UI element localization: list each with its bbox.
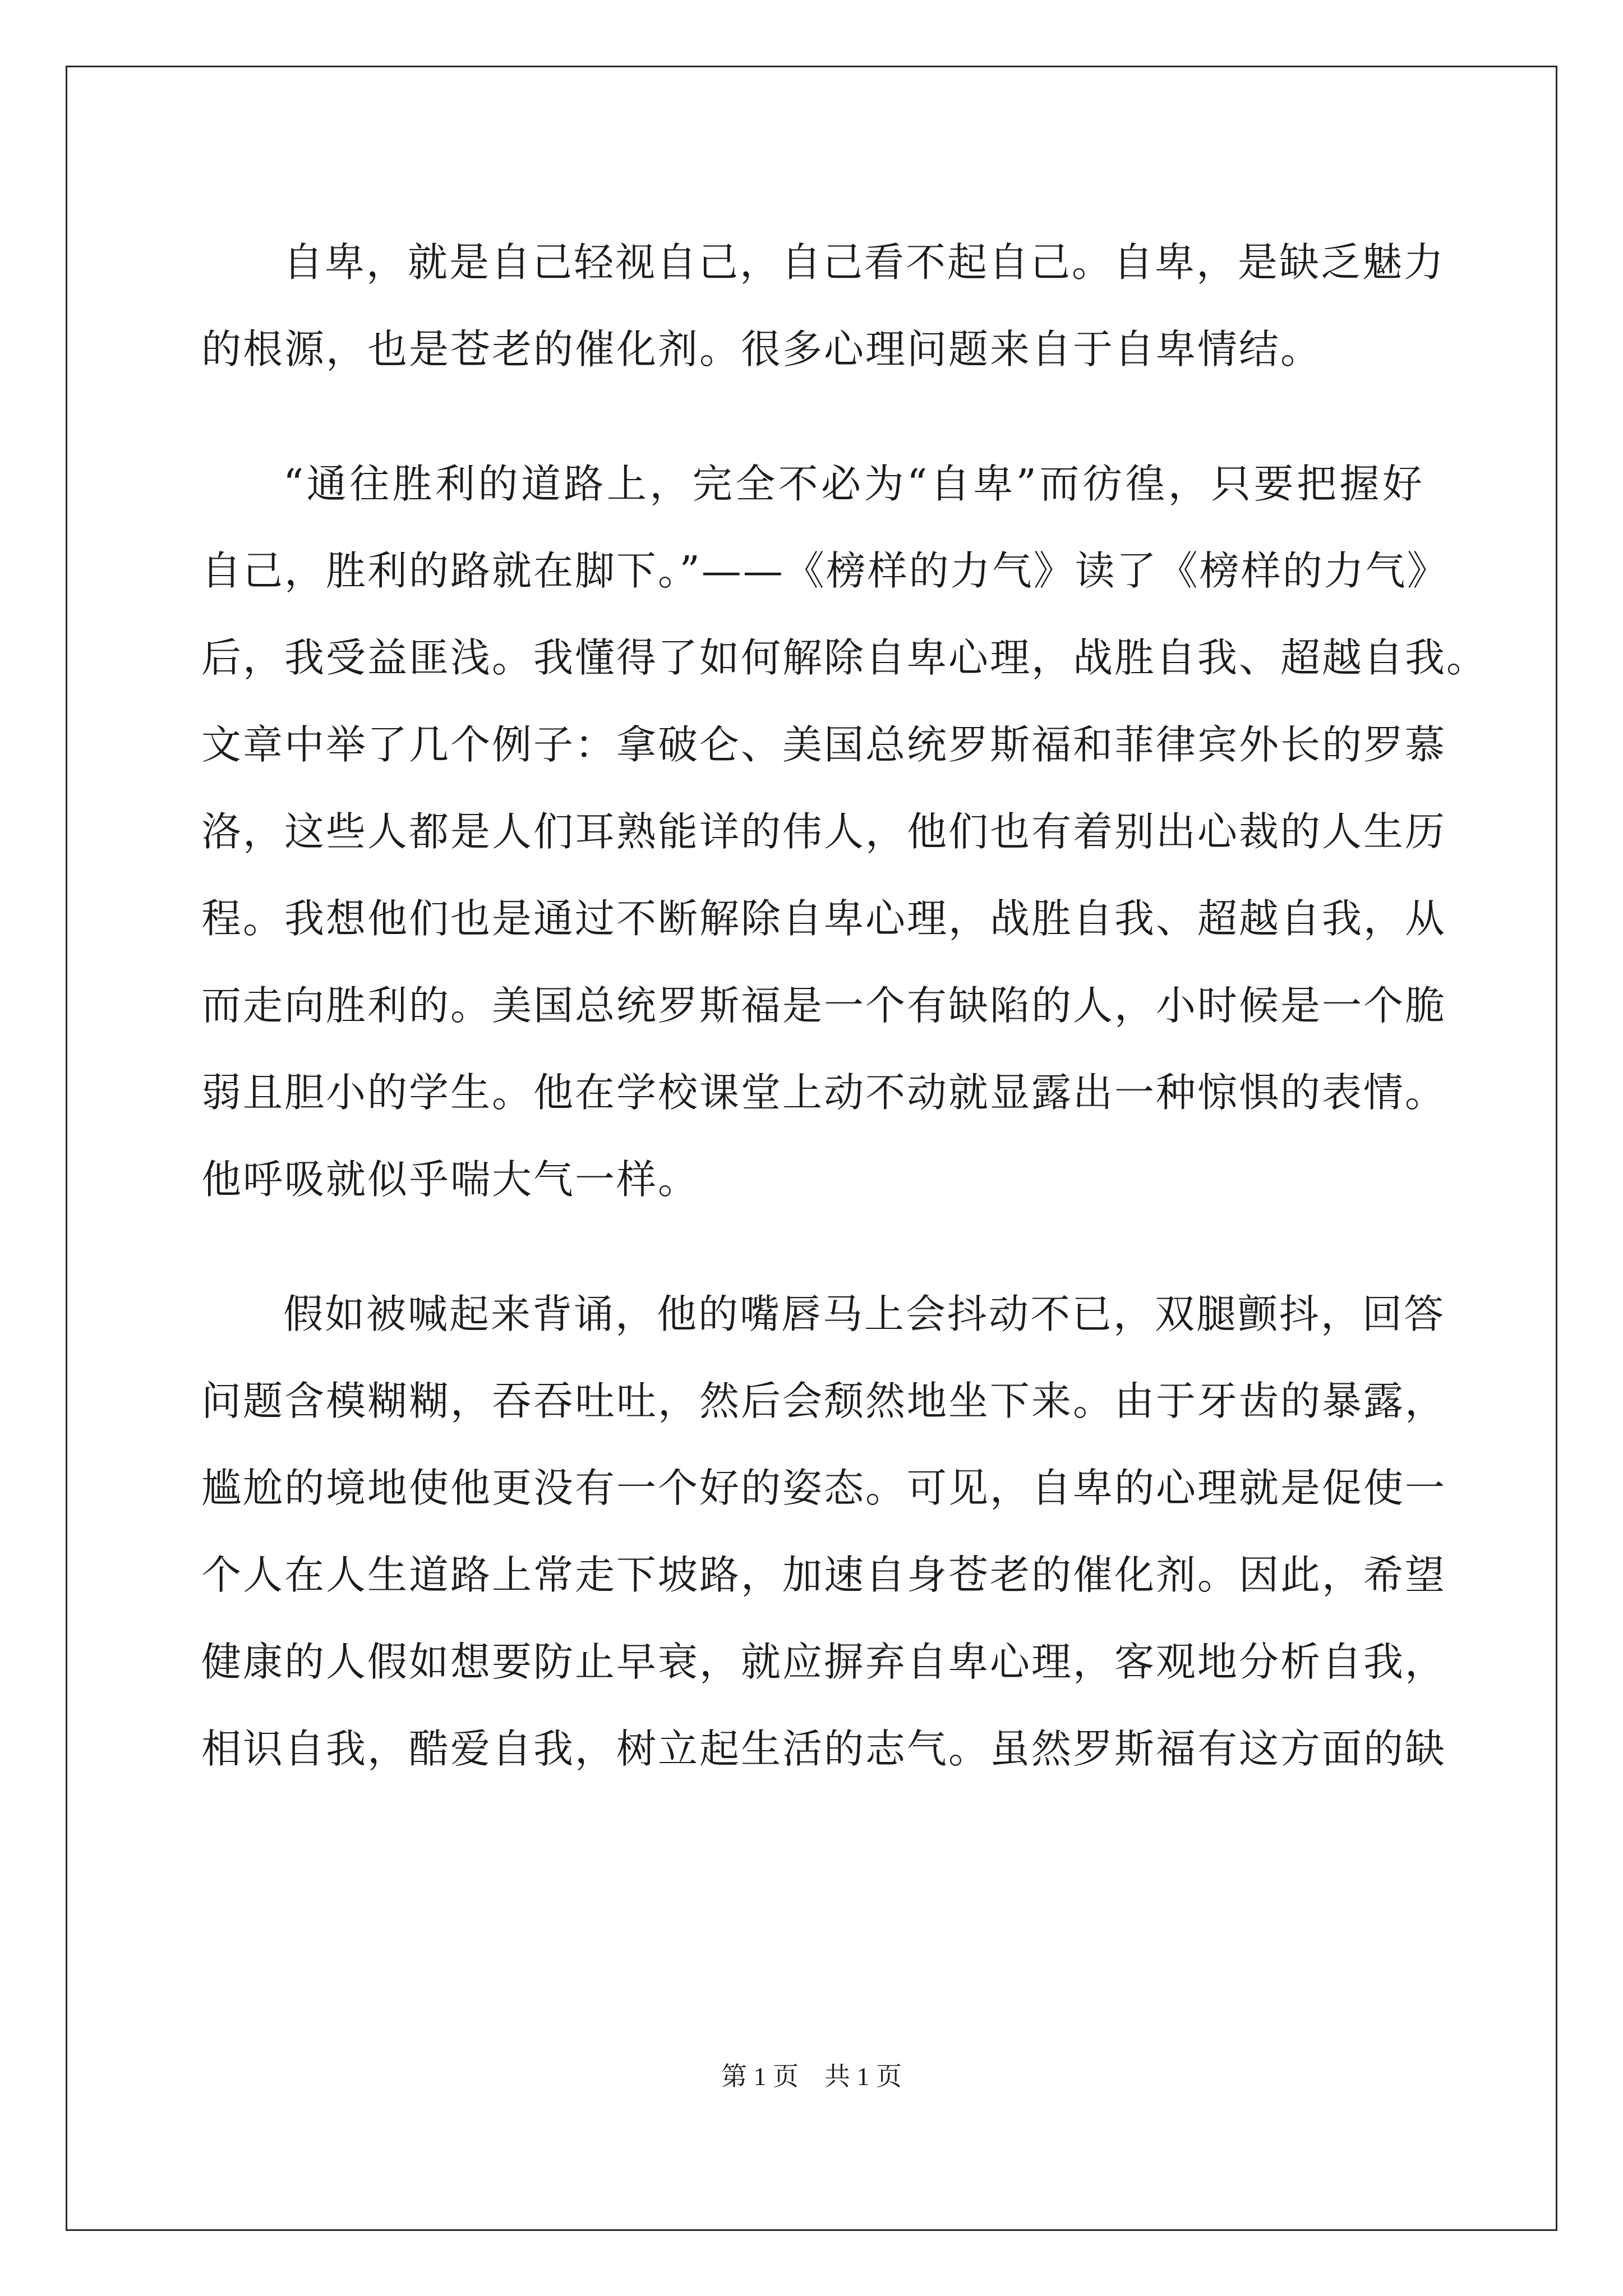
- text-line: 文章中举了几个例子：拿破仑、美国总统罗斯福和菲律宾外长的罗慕: [201, 721, 1447, 768]
- text-line: 他呼吸就似乎喘大气一样。: [201, 1156, 700, 1203]
- text-line: 自己，胜利的路就在脚下。”——《榜样的力气》读了《榜样的力气》: [201, 547, 1449, 594]
- text-line: 尴尬的境地使他更没有一个好的姿态。可见，自卑的心理就是促使一: [201, 1465, 1447, 1511]
- paragraph-2: [201, 440, 1488, 1223]
- text-line: 自卑，就是自己轻视自己，自己看不起自己。自卑，是缺乏魅力: [283, 239, 1446, 286]
- document-body: [201, 219, 1488, 1792]
- paragraph-1: [201, 219, 1446, 393]
- paragraph-3: [201, 1271, 1447, 1792]
- page-number-footer: 第 1 页 共 1 页: [721, 2062, 902, 2091]
- text-line: 弱且胆小的学生。他在学校课堂上动不动就显露出一种惊惧的表情。: [201, 1069, 1447, 1116]
- text-line: 假如被喊起来背诵，他的嘴唇马上会抖动不已，双腿颤抖，回答: [283, 1291, 1446, 1337]
- text-line: 后，我受益匪浅。我懂得了如何解除自卑心理，战胜自我、超越自我。: [201, 634, 1488, 681]
- text-line: 洛，这些人都是人们耳熟能详的伟人，他们也有着别出心裁的人生历: [201, 808, 1447, 855]
- text-line: 而走向胜利的。美国总统罗斯福是一个有缺陷的人，小时候是一个脆: [201, 982, 1447, 1029]
- text-line: 健康的人假如想要防止早衰，就应摒弃自卑心理，客观地分析自我，: [201, 1639, 1447, 1685]
- text-line: 的根源，也是苍老的催化剂。很多心理问题来自于自卑情结。: [201, 326, 1322, 372]
- text-line: 个人在人生道路上常走下坡路，加速自身苍老的催化剂。因此，希望: [201, 1552, 1447, 1598]
- text-line: 相识自我，酷爱自我，树立起生活的志气。虽然罗斯福有这方面的缺: [201, 1726, 1447, 1772]
- text-line: 问题含模糊糊，吞吞吐吐，然后会颓然地坐下来。由于牙齿的暴露，: [201, 1378, 1447, 1424]
- text-line: “通往胜利的道路上，完全不必为“自卑”而彷徨，只要把握好: [283, 461, 1424, 507]
- text-line: 程。我想他们也是通过不断解除自卑心理，战胜自我、超越自我，从: [201, 895, 1447, 942]
